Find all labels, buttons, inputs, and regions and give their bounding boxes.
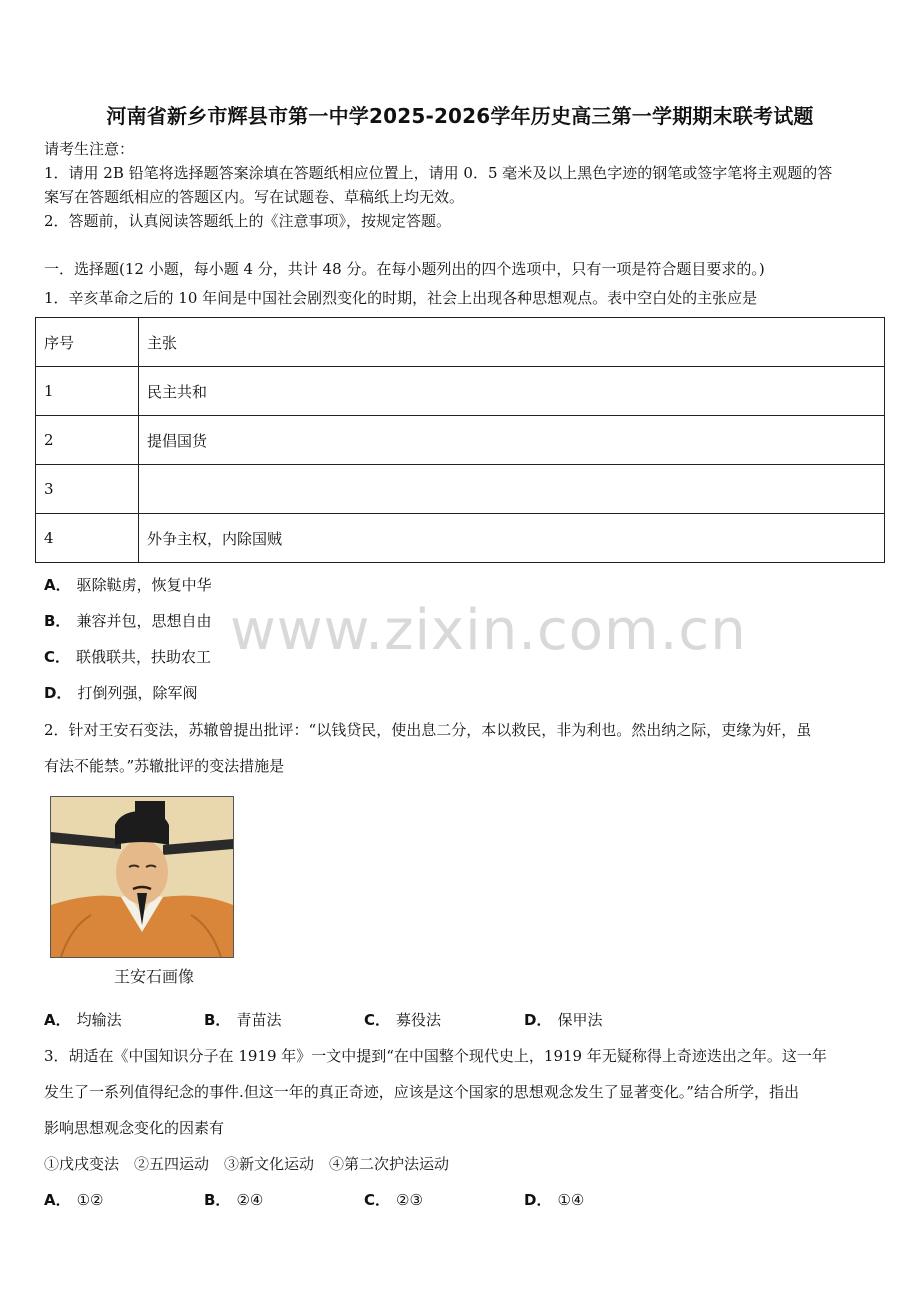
option-text: ②④ — [236, 1191, 264, 1209]
portrait-illustration — [51, 797, 233, 957]
question-3-option-c — [364, 1190, 423, 1210]
table-cell: 提倡国货 — [139, 416, 885, 465]
watermark: www.zixin.com.cn — [230, 598, 747, 663]
option-text: ①② — [76, 1191, 104, 1209]
question-2-option-d — [524, 1010, 602, 1030]
question-3-stem: 3．胡适在《中国知识分子在 1919 年》一文中提到“在中国整个现代史上，1919 年无疑称得上奇迹迭出之年。这一年 — [44, 1047, 827, 1065]
option-label: A． — [44, 1191, 71, 1209]
option-text: 联俄联共，扶助农工 — [76, 648, 212, 666]
option-label: C． — [364, 1011, 391, 1029]
table-cell: 1 — [36, 367, 139, 416]
table-row — [36, 367, 885, 416]
question-1-option-b — [44, 611, 211, 631]
table-header-cell: 主张 — [139, 318, 885, 367]
question-3-option-a — [44, 1190, 104, 1210]
question-1-stem: 1．辛亥革命之后的 10 年间是中国社会剧烈变化的时期，社会上出现各种思想观点。表中空白处的主张应是 — [44, 289, 758, 307]
question-1-option-c — [44, 647, 211, 667]
notice-heading: 请考生注意： — [44, 140, 135, 158]
option-text: 打倒列强，除军阀 — [77, 684, 198, 702]
portrait-caption: 王安石画像 — [114, 967, 195, 986]
table-row — [36, 465, 885, 514]
option-label: B． — [204, 1011, 231, 1029]
wang-anshi-portrait — [50, 796, 234, 958]
question-3-factors: ①戊戌变法 ②五四运动 ③新文化运动 ④第二次护法运动 — [44, 1155, 450, 1173]
table-cell: 外争主权，内除国贼 — [139, 514, 885, 563]
option-label: B． — [44, 612, 71, 630]
option-label: D． — [524, 1011, 552, 1029]
question-2-option-a — [44, 1010, 122, 1030]
question-1-option-a — [44, 575, 212, 595]
table-header-row — [36, 318, 885, 367]
question-2-stem: 2．针对王安石变法，苏辙曾提出批评：“以钱贷民，使出息二分，本以救民，非为利也。然出纳之际，吏缘为奸，虽 — [44, 721, 812, 739]
question-3-option-d — [524, 1190, 584, 1210]
option-label: A． — [44, 1011, 71, 1029]
option-text: 青苗法 — [236, 1011, 282, 1029]
option-label: C． — [364, 1191, 391, 1209]
question-2-option-b — [204, 1010, 281, 1030]
question-1-option-d — [44, 683, 197, 703]
option-label: D． — [44, 684, 72, 702]
table-row — [36, 416, 885, 465]
notice-item: 2．答题前，认真阅读答题纸上的《注意事项》，按规定答题。 — [44, 212, 452, 230]
option-label: C． — [44, 648, 71, 666]
table-row — [36, 514, 885, 563]
option-text: ②③ — [396, 1191, 423, 1209]
table-cell: 3 — [36, 465, 139, 514]
option-text: 募役法 — [396, 1011, 442, 1029]
option-text: 兼容并包，思想自由 — [76, 612, 212, 630]
option-label: A． — [44, 576, 71, 594]
table-cell: 民主共和 — [139, 367, 885, 416]
section-heading: 一．选择题(12 小题，每小题 4 分，共计 48 分。在每小题列出的四个选项中，只有一项是符合题目要求的。) — [44, 260, 765, 278]
table-header-cell: 序号 — [36, 318, 139, 367]
option-text: 驱除鞑虏，恢复中华 — [76, 576, 212, 594]
option-label: D． — [524, 1191, 552, 1209]
option-label: B． — [204, 1191, 231, 1209]
table-cell — [139, 465, 885, 514]
notice-item: 案写在答题纸相应的答题区内。写在试题卷、草稿纸上均无效。 — [44, 188, 465, 206]
table-cell: 2 — [36, 416, 139, 465]
page-title: 河南省新乡市辉县市第一中学2025-2026学年历史高三第一学期期末联考试题 — [106, 104, 814, 128]
question-3-option-b — [204, 1190, 263, 1210]
question-2-option-c — [364, 1010, 441, 1030]
option-text: ①④ — [557, 1191, 585, 1209]
option-text: 均输法 — [76, 1011, 122, 1029]
question-3-stem: 发生了一系列值得纪念的事件.但这一年的真正奇迹，应该是这个国家的思想观念发生了显著变化。”结合所学，指出 — [44, 1083, 799, 1101]
question-1-table — [35, 317, 885, 563]
notice-item: 1．请用 2B 铅笔将选择题答案涂填在答题纸相应位置上，请用 0．5 毫米及以上黑色字迹的钢笔或签字笔将主观题的答 — [44, 164, 833, 182]
question-2-stem: 有法不能禁。”苏辙批评的变法措施是 — [44, 757, 285, 775]
table-cell: 4 — [36, 514, 139, 563]
question-3-stem: 影响思想观念变化的因素有 — [44, 1119, 225, 1137]
option-text: 保甲法 — [557, 1011, 603, 1029]
